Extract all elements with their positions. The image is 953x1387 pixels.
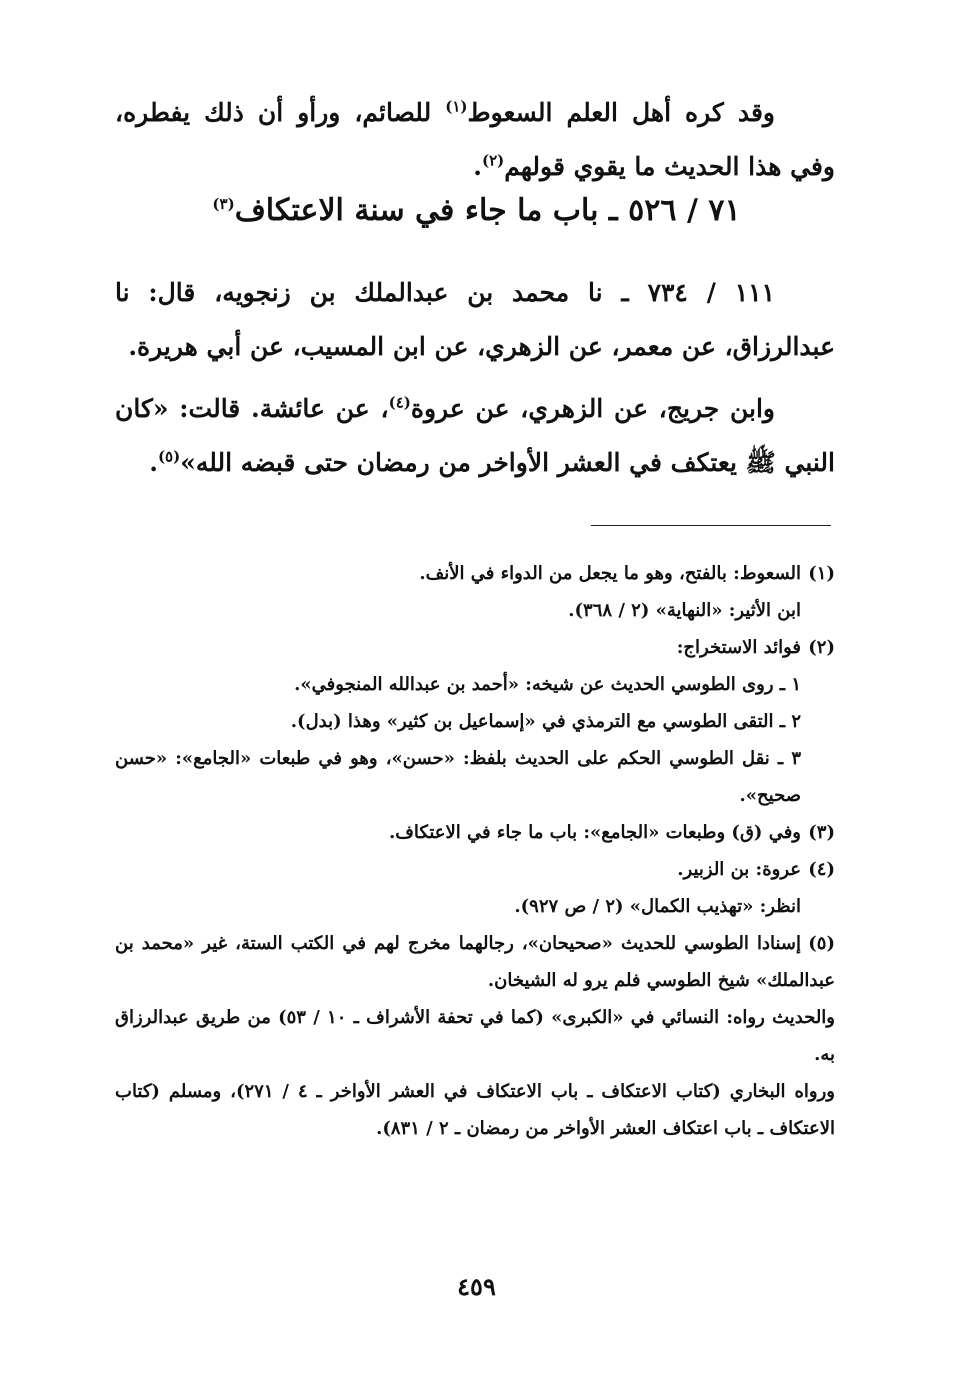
footnote-2-item-3: ٣ ـ نقل الطوسي الحكم على الحديث بلفظ: «حسن»، وهو في طبعات «الجامع»: «حسن صحيح». [115, 748, 801, 806]
footnotes-section [115, 555, 835, 1147]
footnote-4 [115, 851, 835, 888]
footnote-1-reference: ابن الأثير: «النهاية» (٢ / ٣٦٨). [568, 600, 801, 621]
footnote-5-bukhari-muslim: ورواه البخاري (كتاب الاعتكاف ـ باب الاعتكاف في العشر الأواخر ـ ٤ / ٢٧١)، ومسلم (كتاب الاعتكاف ـ باب اعتكاف العشر الأواخر من رمضان ـ ٢ / ٨٣١). [115, 1081, 835, 1139]
footnote-ref-2: (٢) [481, 151, 505, 170]
chapter-title-text: ٧١ / ٥٢٦ ـ باب ما جاء في سنة الاعتكاف [234, 193, 741, 228]
hadith-isnad-1: ١١١ / ٧٣٤ ـ نا محمد بن عبدالملك بن زنجويه، قال: نا عبدالرزاق، عن معمر، عن الزهري، عن ابن المسيب، عن أبي هريرة. [115, 278, 835, 361]
footnote-1-number: (١) [808, 563, 835, 584]
footnote-2 [115, 629, 835, 666]
intro-line2-end: . [473, 152, 482, 181]
intro-line1-rest: للصائم، ورأو أن ذلك يفطره، وفي [115, 98, 835, 181]
footnote-3-number: (٣) [808, 822, 835, 843]
footnote-ref-4: (٤) [388, 393, 411, 412]
chapter-heading [0, 193, 953, 228]
footnote-4-reference: انظر: «تهذيب الكمال» (٢ / ص ٩٢٧). [514, 896, 801, 917]
footnote-4-text: عروة: بن الزبير. [677, 859, 801, 880]
footnote-5-text: إسنادا الطوسي للحديث «صحيحان»، رجالهما مخرج لهم في الكتب الستة، غير «محمد بن عبدالملك» شيخ الطوسي فلم يرو له الشيخان. [115, 933, 835, 991]
isnad2-text: وابن جريج، عن الزهري، عن عروة [410, 394, 776, 423]
hadith-isnad-2 [115, 382, 835, 490]
footnote-1 [115, 555, 835, 592]
footnote-2-number: (٢) [808, 637, 835, 658]
footnote-4-number: (٤) [808, 859, 835, 880]
footnote-1-text: السعوط: بالفتح، وهو ما يجعل من الدواء في الأنف. [419, 563, 801, 584]
footnote-2-item-1: ١ ـ روى الطوسي الحديث عن شيخه: «أحمد بن عبدالله المنجوفي». [294, 674, 801, 695]
footnote-3 [115, 814, 835, 851]
intro-line1-text: وقد كره أهل العلم السعوط [467, 98, 775, 127]
footnote-divider [591, 525, 831, 526]
footnote-2-item-2: ٢ ـ التقى الطوسي مع الترمذي في «إسماعيل بن كثير» وهذا (بدل). [290, 711, 801, 732]
footnote-ref-5: (٥) [157, 447, 181, 466]
footnote-ref-3: (٣) [212, 195, 235, 213]
isnad2-matn: ، عن عائشة. قالت: «كان النبي ﷺ يعتكف في العشر الأواخر من رمضان حتى قبضه الله» [115, 394, 835, 477]
footnote-2-text: فوائد الاستخراج: [676, 637, 801, 658]
footnote-3-text: وفي (ق) وطبعات «الجامع»: باب ما جاء في الاعتكاف. [389, 822, 801, 843]
isnad2-end: . [149, 448, 158, 477]
footnote-5-nasai: والحديث رواه: النسائي في «الكبرى» (كما في تحفة الأشراف ـ ١٠ / ٥٣) من طريق عبدالرزاق به. [115, 1007, 835, 1065]
page-number: ٤٥٩ [457, 1272, 496, 1301]
footnote-5 [115, 925, 835, 999]
footnote-ref-1: (١) [445, 97, 468, 116]
intro-line2-text: هذا الحديث ما يقوي قولهم [504, 152, 782, 181]
footnote-5-number: (٥) [808, 933, 835, 954]
intro-paragraph [115, 86, 835, 194]
